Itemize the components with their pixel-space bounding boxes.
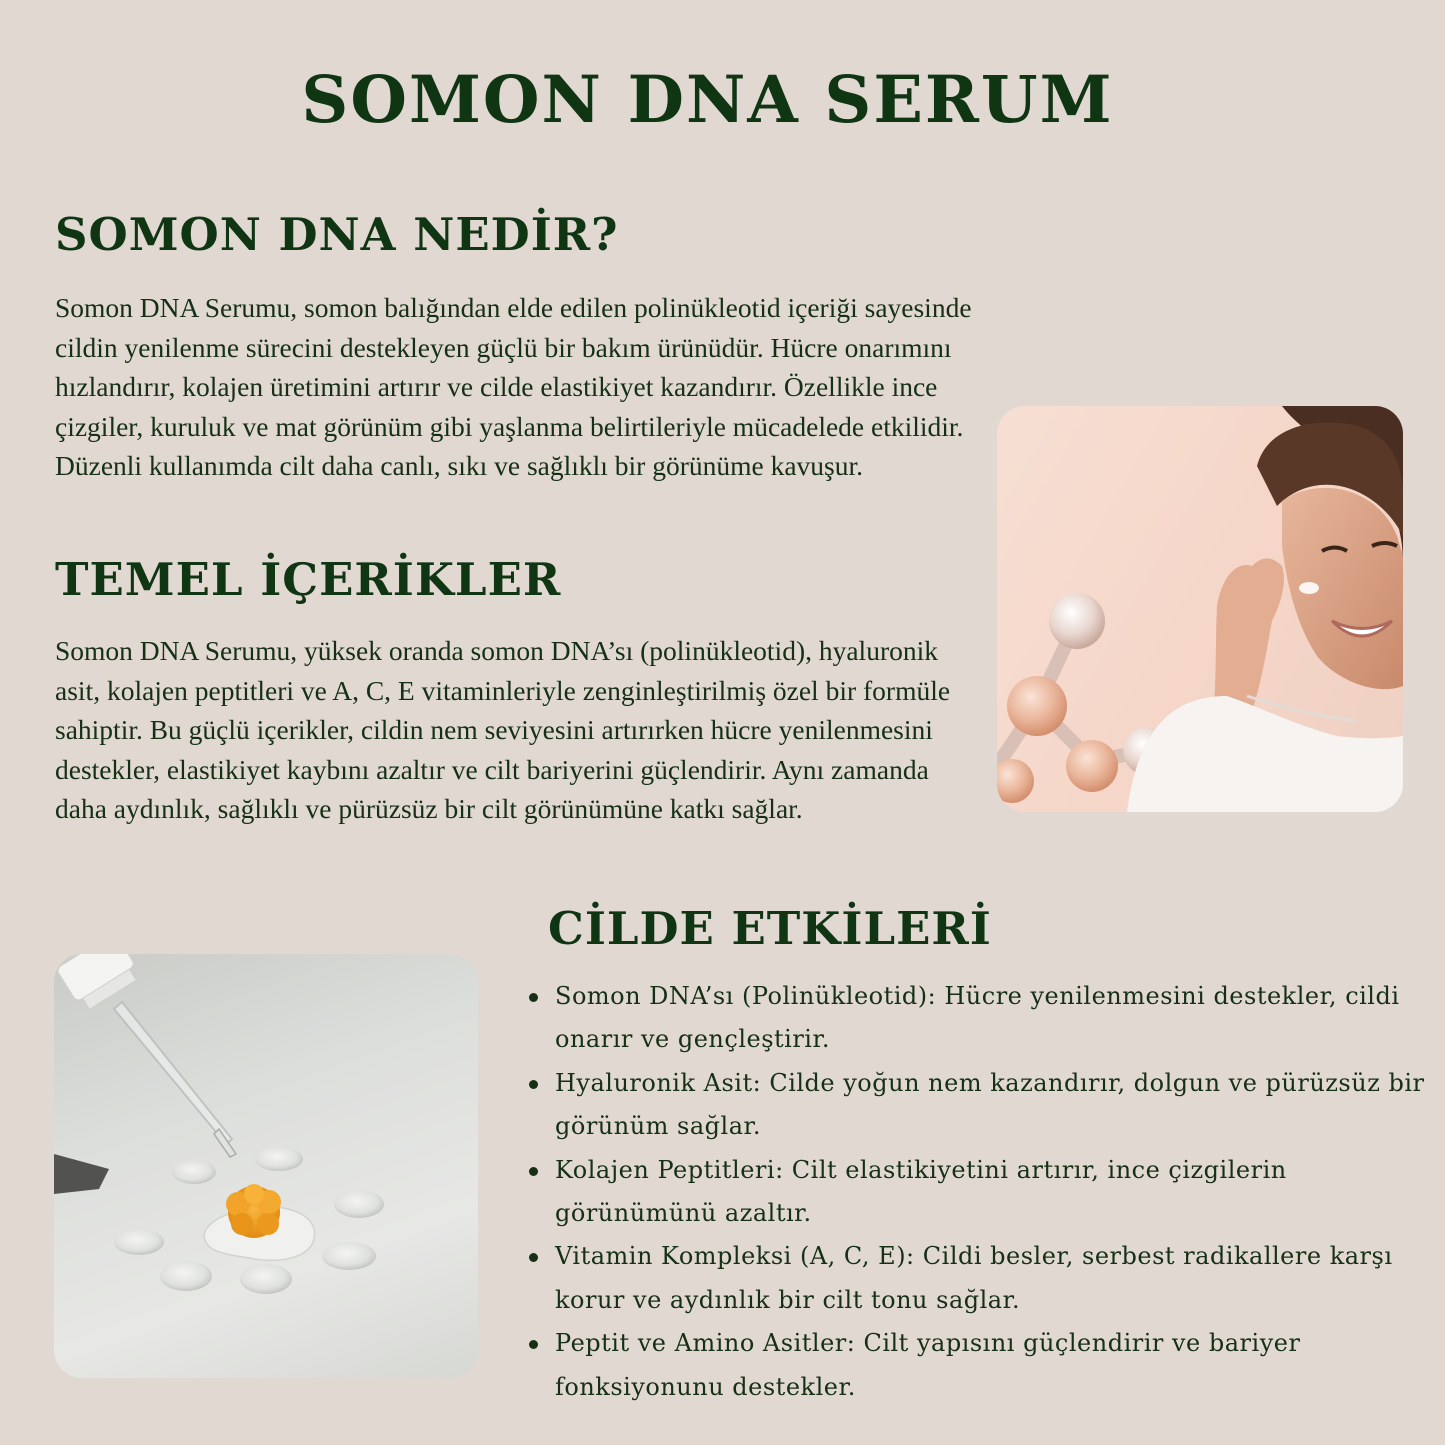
- serum-dropper-image: [54, 954, 478, 1378]
- section-paragraph-what: Somon DNA Serumu, somon balığından elde edilen polinükleotid içeriği sayesinde cildin yenilenme sürecini destekleyen güçlü bir bakım ürünüdür. Hücre onarımını hızlandırır, kolajen üretimini artırır ve cilde elastikiyet kazandırır. Özellikle ince çizgiler, kuruluk ve mat görünüm gibi yaşlanma belirtileriyle mücadelede etkilidir. Düzenli kullanımda cilt daha canlı, sıkı ve sağlıklı bir görünüme kavuşur.: [55, 292, 972, 482]
- list-item: Hyaluronik Asit: Cilde yoğun nem kazandırır, dolgun ve pürüzsüz bir görünüm sağlar.: [527, 1062, 1427, 1149]
- woman-applying-cream-image: [997, 406, 1403, 812]
- bullet-dot-icon: [529, 1080, 538, 1089]
- page-title: SOMON DNA SERUM: [301, 62, 1114, 138]
- section-paragraph-ingredients: Somon DNA Serumu, yüksek oranda somon DNA’sı (polinükleotid), hyaluronik asit, kolajen peptitleri ve A, C, E vitaminleriyle zenginleştirilmiş özel bir formüle sahiptir. Bu güçlü içerikler, cildin nem seviyesini artırırken hücre yenilenmesini destekler, elastikiyet kaybını azaltır ve cilt bariyerini güçlendirir. Aynı zamanda daha aydınlık, sağlıklı ve pürüzsüz bir cilt görünümüne katkı sağlar.: [55, 635, 951, 825]
- section-heading-what: SOMON DNA NEDİR?: [55, 208, 619, 261]
- bullet-dot-icon: [529, 1167, 538, 1176]
- section-heading-ingredients: TEMEL İÇERİKLER: [55, 553, 562, 606]
- effects-list: [527, 975, 1427, 1409]
- list-item: Peptit ve Amino Asitler: Cilt yapısını güçlendirir ve bariyer fonksiyonunu destekler.: [527, 1322, 1427, 1409]
- bullet-dot-icon: [529, 1340, 538, 1349]
- section-heading-effects: CİLDE ETKİLERİ: [548, 902, 992, 955]
- bullet-dot-icon: [529, 993, 538, 1002]
- list-item: Somon DNA’sı (Polinükleotid): Hücre yenilenmesini destekler, cildi onarır ve gençleştirir.: [527, 975, 1427, 1062]
- list-item: Vitamin Kompleksi (A, C, E): Cildi besler, serbest radikallere karşı korur ve aydınlık bir cilt tonu sağlar.: [527, 1235, 1427, 1322]
- list-item: Kolajen Peptitleri: Cilt elastikiyetini artırır, ince çizgilerin görünümünü azaltır.: [527, 1149, 1427, 1236]
- bullet-dot-icon: [529, 1253, 538, 1262]
